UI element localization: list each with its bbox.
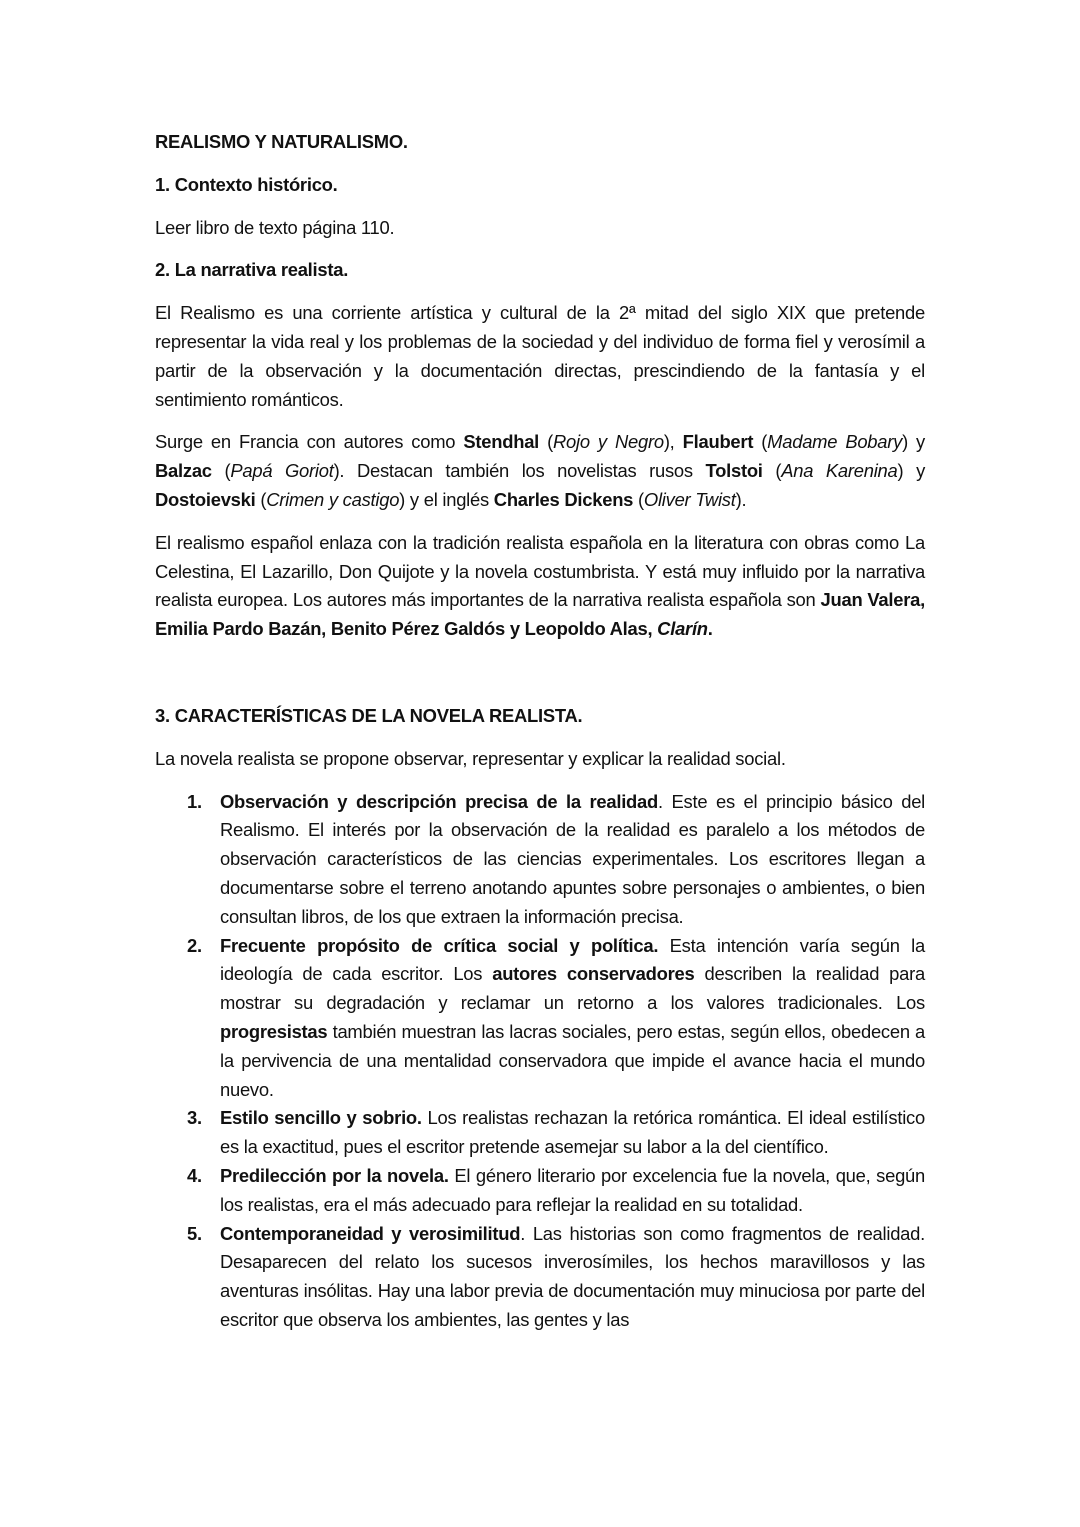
item-title: Observación y descripción precisa de la realidad	[220, 790, 659, 812]
author-name: Dostoievski	[155, 488, 256, 510]
work-title: Oliver Twist	[643, 488, 736, 510]
text-run: ),	[663, 431, 683, 453]
text-run: (	[211, 460, 231, 482]
item-title: Estilo sencillo y sobrio.	[220, 1107, 422, 1129]
item-emphasis: progresistas	[220, 1020, 328, 1042]
author-name: Stendhal	[463, 431, 540, 453]
author-name: Flaubert	[682, 431, 754, 453]
text-run: (	[539, 431, 554, 453]
list-item	[155, 1162, 925, 1220]
work-title: Rojo y Negro	[553, 431, 664, 453]
text-run: ) y	[902, 431, 926, 453]
item-number: 5.	[187, 1222, 202, 1244]
author-pseudonym: Clarín	[657, 618, 708, 640]
text-run: (	[255, 488, 267, 510]
work-title: Madame Bobary	[767, 431, 903, 453]
text-run: (	[762, 460, 782, 482]
text-run: Surge en Francia con autores como	[155, 431, 464, 453]
section-3-intro: La novela realista se propone observar, representar y explicar la realidad social.	[155, 747, 786, 769]
item-title: Contemporaneidad y verosimilitud	[220, 1222, 521, 1244]
item-emphasis: autores conservadores	[492, 963, 695, 985]
item-text: Esta intención varía según la ideología de cada escritor. Los	[220, 934, 925, 985]
text-run: El realismo español enlaza con la tradición realista española en la literatura con obras como La Celestina, El Lazarillo, Don Quijote y la novela costumbrista. Y está muy influido por la narrativa realista europea. Los autores más importantes de la narrativa realista española son	[155, 531, 925, 611]
text-run: .	[707, 618, 713, 640]
item-number: 3.	[187, 1107, 202, 1129]
item-number: 2.	[187, 934, 202, 956]
list-item	[155, 1220, 925, 1335]
item-text: Los realistas rechazan la retórica romántica. El ideal estilístico es la exactitud, pues el escritor pretende asemejar su labor a la del científico.	[220, 1107, 925, 1158]
document-title: REALISMO Y NATURALISMO.	[155, 131, 408, 152]
list-item	[155, 932, 925, 1105]
text-run: ) y el inglés	[399, 488, 494, 510]
item-text: describen la realidad para mostrar su degradación y reclamar un retorno a los valores tradicionales. Los	[220, 963, 925, 1014]
characteristics-list	[155, 788, 925, 1335]
document-page	[155, 128, 925, 1335]
item-number: 4.	[187, 1164, 202, 1186]
item-text: . Este es el principio básico del Realismo. El interés por la observación de la realidad es paralelo a los métodos de observación característicos de las ciencias experimentales. Los escritores llegan a documentarse sobre el terreno anotando apuntes sobre personajes o ambientes, o bien consultan libros, de los que extraen la información precisa.	[220, 790, 926, 927]
item-title: Frecuente propósito de crítica social y política.	[220, 934, 659, 956]
list-item	[155, 788, 925, 932]
spacer	[155, 658, 925, 702]
author-name: Charles Dickens	[493, 488, 634, 510]
item-text: también muestran las lacras sociales, pero estas, según ellos, obedecen a la pervivencia de una mentalidad conservadora que impide el avance hacia el mundo nuevo.	[220, 1020, 925, 1100]
section-1-heading: 1. Contexto histórico.	[155, 173, 338, 195]
work-title: Crimen y castigo	[266, 488, 400, 510]
text-run: (	[753, 431, 768, 453]
text-run: ).	[735, 488, 747, 510]
section-2-heading: 2. La narrativa realista.	[155, 259, 349, 281]
item-title: Predilección por la novela.	[220, 1164, 449, 1186]
text-run: (	[633, 488, 644, 510]
work-title: Ana Karenina	[781, 460, 898, 482]
text-run: ) y	[897, 460, 926, 482]
item-text: . Las historias son como fragmentos de realidad. Desaparecen del relato los sucesos inverosímiles, los hechos maravillosos y las aventuras insólitas. Hay una labor previa de documentación muy minuciosa por parte del escritor que observa los ambientes, las gentes y las	[220, 1222, 925, 1330]
item-text: El género literario por excelencia fue la novela, que, según los realistas, era el más adecuado para reflejar la realidad en su totalidad.	[220, 1164, 926, 1215]
section-1-text: Leer libro de texto página 110.	[155, 216, 395, 238]
item-number: 1.	[187, 790, 202, 812]
list-item	[155, 1104, 925, 1162]
section-2-paragraph-1: El Realismo es una corriente artística y cultural de la 2ª mitad del siglo XIX que pretende representar la vida real y los problemas de la sociedad y del individuo de forma fiel y verosímil a partir de la observación y la documentación directas, prescindiendo de la fantasía y el sentimiento románticos.	[155, 302, 925, 410]
section-2-paragraph-2	[155, 428, 925, 514]
author-name: Balzac	[155, 460, 212, 482]
section-2-paragraph-3	[155, 529, 925, 644]
text-run: ). Destacan también los novelistas rusos	[333, 460, 706, 482]
work-title: Papá Goriot	[230, 460, 334, 482]
author-name: Tolstoi	[705, 460, 763, 482]
spanish-authors: Juan Valera, Emilia Pardo Bazán, Benito Pérez Galdós y Leopoldo Alas,	[155, 589, 925, 640]
section-3-heading: 3. CARACTERÍSTICAS DE LA NOVELA REALISTA.	[155, 704, 583, 726]
